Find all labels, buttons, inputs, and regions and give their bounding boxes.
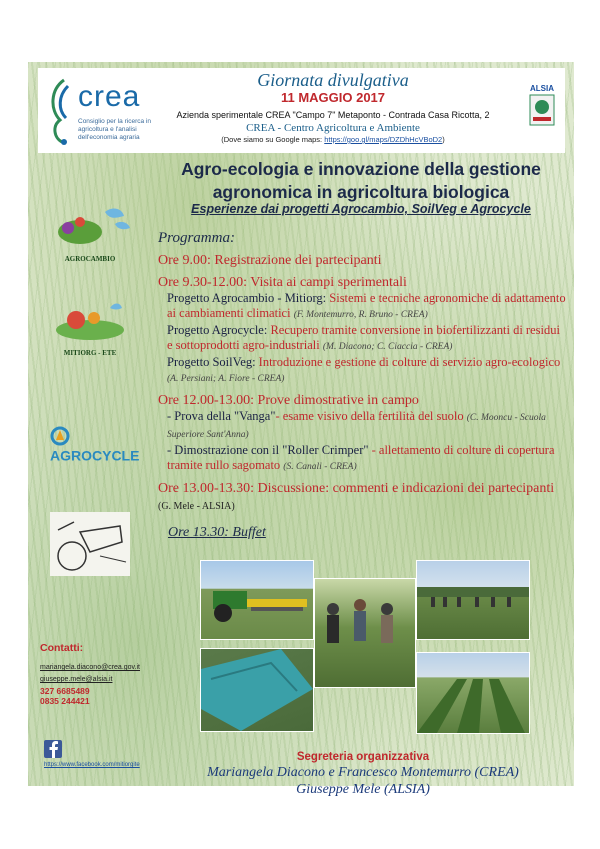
- alsia-logo: [527, 84, 557, 132]
- contact-email-2[interactable]: giuseppe.mele@alsia.it: [40, 676, 113, 683]
- event-date: 11 MAGGIO 2017: [280, 90, 386, 105]
- schedule-4-names: (G. Mele - ALSIA): [158, 501, 235, 512]
- project-soilveg: [167, 355, 568, 387]
- event-location: Azienda sperimentale CREA "Campo 7" Metaponto - Contrada Casa Ricotta, 2: [176, 110, 490, 120]
- flyer: [28, 62, 574, 797]
- contacts-heading: Contatti:: [40, 642, 84, 654]
- schedule-3: Ore 12.00-13.00: Prove dimostrative in campo: [158, 393, 419, 408]
- contact-phone-2: 0835 244421: [40, 696, 90, 706]
- maps-line: [168, 135, 498, 145]
- plough-drawing-icon: [50, 512, 130, 576]
- schedule-2: Ore 9.30-12.00: Visita ai campi sperimentali: [158, 275, 407, 290]
- demo-roller: [167, 443, 568, 475]
- crea-wordmark: crea: [78, 80, 141, 113]
- mitiorg-graphic-icon: [50, 298, 140, 344]
- crowd-icon: [417, 561, 529, 639]
- agrocycle-logo: [50, 426, 160, 464]
- agrocambio-label: AGROCAMBIO: [64, 255, 116, 263]
- crea-subtitle: Consiglio per la ricerca in agricoltura e l'analisi dell'economia agraria: [78, 118, 151, 141]
- mitiorg-logo: [50, 298, 140, 358]
- project-soilveg-title: Progetto SoilVeg:: [167, 355, 256, 369]
- project-soilveg-names: (A. Persiani; A. Fiore - CREA): [167, 374, 285, 384]
- project-agrocambio: [167, 291, 568, 323]
- contacts: [40, 642, 160, 706]
- schedule-1: Ore 9.00: Registrazione dei partecipanti: [158, 253, 382, 268]
- segreteria-names-1: Mariangela Diacono e Francesco Montemurro (CREA): [207, 765, 519, 780]
- facebook-f-icon: [44, 740, 62, 758]
- header-info: [168, 70, 498, 145]
- programma-label: Programma:: [158, 230, 235, 246]
- segreteria-title: Segreteria organizzativa: [296, 751, 430, 763]
- photo-tractor: [200, 560, 314, 640]
- project-agrocambio-text: Sistemi e tecniche agronomiche di adattamento ai cambiamenti climatici: [167, 291, 566, 320]
- photo-people-field: [314, 578, 416, 688]
- alsia-emblem-icon: [527, 93, 557, 129]
- page-title: Agro-ecologia e innovazione della gestione agronomica in agricoltura biologica: [181, 159, 541, 202]
- demo-vanga-text: - esame visivo della fertilità del suolo: [275, 409, 464, 423]
- project-agrocycle-title: Progetto Agrocycle:: [167, 323, 268, 337]
- contact-phone-1: 327 6685489: [40, 686, 90, 696]
- people-icon: [315, 579, 415, 687]
- event-type: Giornata divulgativa: [257, 70, 409, 90]
- facebook-link[interactable]: https://www.facebook.com/mitiorgite: [44, 762, 140, 768]
- page-subtitle: Esperienze dai progetti Agrocambio, SoilVeg e Agrocycle: [191, 202, 531, 216]
- project-agrocycle: [167, 323, 568, 355]
- alsia-label: ALSIA: [530, 84, 554, 93]
- maps-link[interactable]: https://goo.gl/maps/DZDhHcVBoD2: [324, 135, 443, 144]
- maps-end: ): [442, 135, 445, 144]
- demo-vanga-names: (C. Mooncu - Scuola Superiore Sant'Anna): [167, 413, 546, 440]
- demo-roller-text: - allettamento di colture di copertura tramite rullo sagomato: [167, 443, 555, 472]
- project-soilveg-text: Introduzione e gestione di colture di servizio agro-ecologico: [258, 355, 561, 369]
- maps-text: (Dove siamo su Google maps:: [221, 135, 323, 144]
- crea-leaf-icon: [46, 76, 76, 146]
- agrocycle-circle-icon: [50, 426, 70, 446]
- plough-drawing: [50, 512, 130, 576]
- photo-crop-rows: [416, 652, 530, 734]
- demo-roller-title: - Dimostrazione con il "Roller Crimper": [167, 443, 369, 457]
- mitiorg-label: MITIORG - ETE: [63, 349, 117, 357]
- schedule-4-text: Ore 13.00-13.30: Discussione: commenti e indicazioni dei partecipanti: [158, 481, 555, 496]
- crop-rows-icon: [417, 653, 529, 733]
- demo-vanga: [167, 409, 568, 443]
- agrocycle-label: AGROCYCLE: [50, 447, 140, 464]
- compost-cover-icon: [201, 649, 313, 731]
- contact-email-1[interactable]: mariangela.diacono@crea.gov.it: [40, 664, 140, 671]
- project-agrocambio-names: (F. Montemurro, R. Bruno - CREA): [293, 310, 428, 320]
- header: [38, 68, 565, 153]
- tractor-icon: [201, 561, 313, 639]
- photo-group-field: [416, 560, 530, 640]
- project-agrocycle-text: Recupero tramite conversione in biofertilizzanti di residui e sottoprodotti agro-industriali: [167, 323, 560, 352]
- demo-vanga-title: - Prova della "Vanga": [167, 409, 276, 423]
- crea-logo: [46, 76, 164, 146]
- demo-roller-names: (S. Canali - CREA): [283, 462, 357, 472]
- programma: [158, 230, 568, 541]
- schedule-4: [158, 480, 568, 515]
- agrocambio-graphic-icon: [50, 202, 140, 250]
- photo-compost: [200, 648, 314, 732]
- facebook-icon[interactable]: [44, 740, 62, 758]
- buffet: Ore 13.30: Buffet: [168, 525, 266, 540]
- agrocambio-logo: [50, 202, 140, 262]
- project-agrocycle-names: (M. Diacono; C. Ciaccia - CREA): [322, 342, 453, 352]
- segreteria-names-2: Giuseppe Mele (ALSIA): [296, 782, 430, 797]
- segreteria: [158, 750, 568, 798]
- organizer: CREA - Centro Agricoltura e Ambiente: [246, 122, 420, 134]
- project-agrocambio-title: Progetto Agrocambio - Mitiorg:: [167, 291, 327, 305]
